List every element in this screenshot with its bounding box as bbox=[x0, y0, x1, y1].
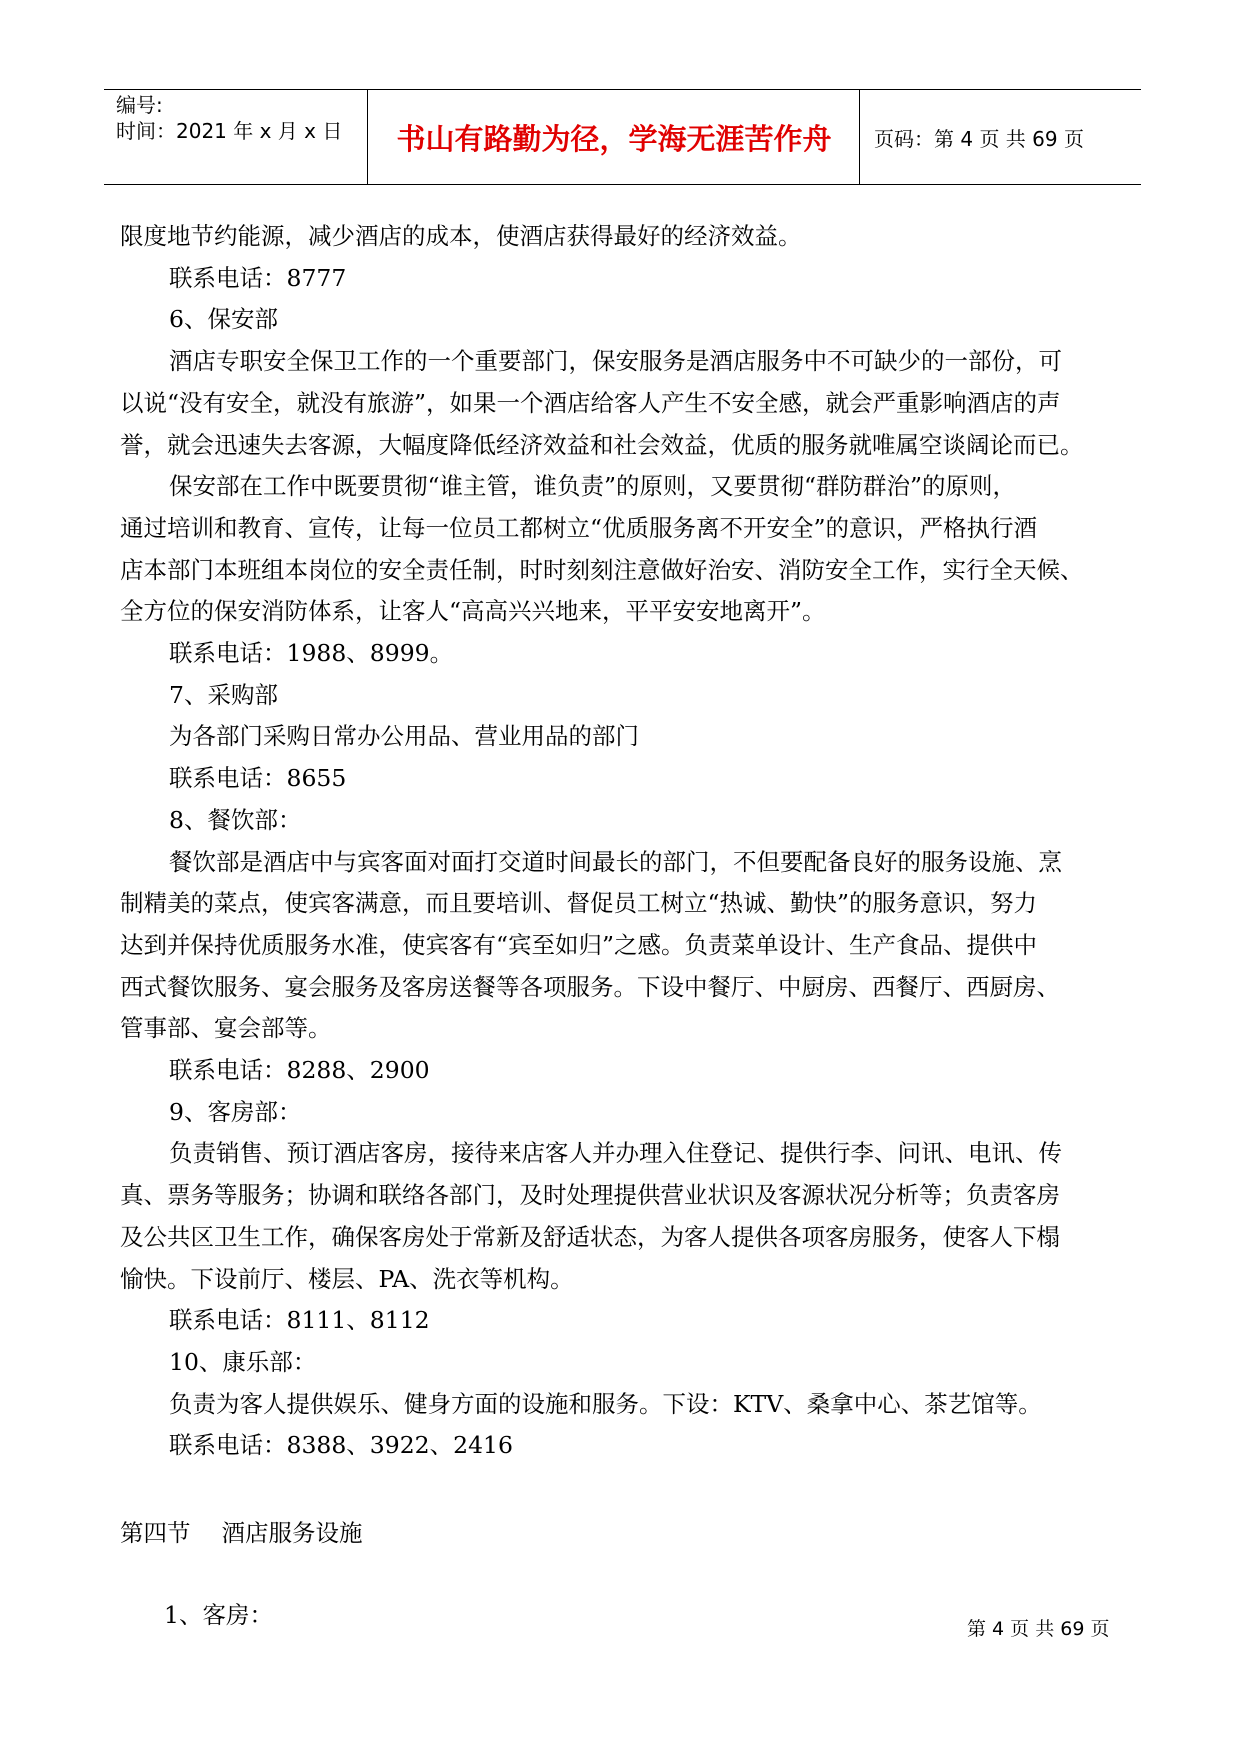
body-line: 及公共区卫生工作，确保客房处于常新及舒适状态，为客人提供各项客房服务，使客人下榻 bbox=[120, 1222, 1060, 1251]
body-line: 7、采购部 bbox=[169, 680, 278, 709]
body-line: 9、客房部： bbox=[169, 1097, 302, 1126]
body-line: 酒店专职安全保卫工作的一个重要部门，保安服务是酒店服务中不可缺少的一部份，可 bbox=[169, 347, 1062, 376]
body-line: 店本部门本班组本岗位的安全责任制，时时刻刻注意做好治安、消防安全工作，实行全天候、 bbox=[120, 555, 1084, 584]
body-line: 西式餐饮服务、宴会服务及客房送餐等各项服务。下设中餐厅、中厨房、西餐厅、西厨房、 bbox=[120, 972, 1060, 1001]
body-line: 为各部门采购日常办公用品、营业用品的部门 bbox=[169, 722, 639, 751]
body-line: 誉，就会迅速失去客源，大幅度降低经济效益和社会效益，优质的服务就唯属空谈阔论而已。 bbox=[120, 430, 1084, 459]
header-divider bbox=[859, 90, 860, 184]
subheading: 1、客房： bbox=[164, 1601, 273, 1629]
body-line: 愉快。下设前厅、楼层、PA、洗衣等机构。 bbox=[120, 1264, 574, 1293]
body-line: 餐饮部是酒店中与宾客面对面打交道时间最长的部门，不但要配备良好的服务设施、烹 bbox=[169, 847, 1062, 876]
body-line: 全方位的保安消防体系，让客人“高高兴兴地来，平平安安地离开”。 bbox=[120, 597, 826, 626]
footer-page-number: 第 4 页 共 69 页 bbox=[967, 1618, 1110, 1640]
body-line: 联系电话：8388、3922、2416 bbox=[169, 1431, 513, 1460]
body-line: 制精美的菜点，使宾客满意，而且要培训、督促员工树立“热诚、勤快”的服务意识，努力 bbox=[120, 889, 1038, 918]
body-line: 8、餐饮部： bbox=[169, 805, 302, 834]
document-number-label: 编号: bbox=[116, 93, 163, 117]
section-heading: 第四节 酒店服务设施 bbox=[120, 1519, 363, 1547]
body-line: 6、保安部 bbox=[169, 305, 278, 334]
body-line: 联系电话：8777 bbox=[169, 263, 347, 292]
body-line: 管事部、宴会部等。 bbox=[120, 1014, 332, 1043]
body-line: 10、康乐部： bbox=[169, 1347, 317, 1376]
header-divider bbox=[367, 90, 368, 184]
body-line: 限度地节约能源，减少酒店的成本，使酒店获得最好的经济效益。 bbox=[120, 222, 802, 250]
body-line: 联系电话：8111、8112 bbox=[169, 1306, 430, 1335]
body-line: 联系电话：8288、2900 bbox=[169, 1056, 430, 1085]
body-line: 以说“没有安全，就没有旅游”，如果一个酒店给客人产生不安全感，就会严重影响酒店的声 bbox=[120, 388, 1061, 417]
document-body bbox=[120, 216, 1142, 1467]
header-page-info: 页码：第 4 页 共 69 页 bbox=[874, 126, 1084, 151]
header-motto: 书山有路勤为径，学海无涯苦作舟 bbox=[396, 121, 832, 156]
body-line: 通过培训和教育、宣传，让每一位员工都树立“优质服务离不开安全”的意识，严格执行酒 bbox=[120, 513, 1038, 542]
body-line: 负责为客人提供娱乐、健身方面的设施和服务。下设：KTV、桑拿中心、茶艺馆等。 bbox=[169, 1389, 1042, 1418]
body-line: 保安部在工作中既要贯彻“谁主管，谁负责”的原则，又要贯彻“群防群治”的原则， bbox=[169, 472, 1017, 501]
body-line: 负责销售、预订酒店客房，接待来店客人并办理入住登记、提供行李、问讯、电讯、传 bbox=[169, 1139, 1062, 1168]
body-line: 达到并保持优质服务水准，使宾客有“宾至如归”之感。负责菜单设计、生产食品、提供中 bbox=[120, 930, 1038, 959]
body-line: 联系电话：1988、8999。 bbox=[169, 639, 454, 668]
body-line: 联系电话：8655 bbox=[169, 764, 347, 793]
body-line: 真、票务等服务；协调和联络各部门，及时处理提供营业状识及客源状况分析等；负责客房 bbox=[120, 1181, 1060, 1210]
document-time: 时间：2021 年 x 月 x 日 bbox=[116, 119, 343, 143]
page-header bbox=[104, 89, 1141, 185]
